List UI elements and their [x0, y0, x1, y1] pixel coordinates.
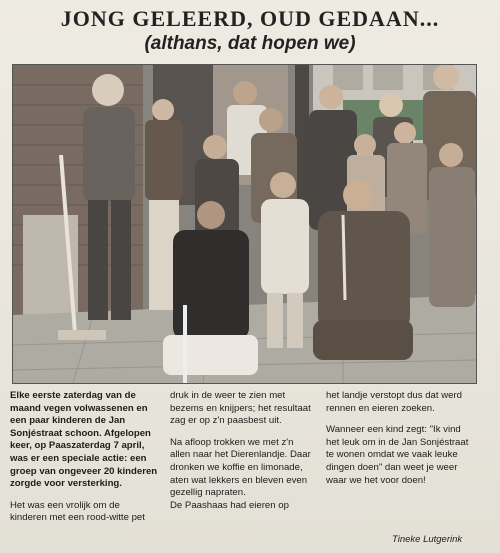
body-paragraph-3-continued: het landje verstopt dus dat werd rennen en eieren zoeken.: [326, 390, 462, 414]
byline: Tineke Lutgerink: [392, 534, 463, 545]
column-2: [170, 390, 315, 521]
headline: JONG GELEERD, OUD GEDAAN...: [60, 6, 440, 31]
intro-paragraph: Elke eerste zaterdag van de maand vegen volwassenen en een paar kinderen de Jan Sonjéstraat schoon. Afgelopen keer, op Paaszaterdag 7 april, was er een speciale actie: een groep van ongeveer 20 kinderen zorgde voor versterking.: [10, 390, 158, 490]
column-3: [326, 390, 476, 496]
column-1: [10, 390, 158, 534]
body-paragraph-3: De Paashaas had eieren op: [170, 499, 289, 511]
body-paragraph-2: Na afloop trokken we met z'n allen naar het Dierenlandje. Daar dronken we koffie en limonade, aten wat lekkers en bleven even gezellig napraten.: [170, 436, 311, 499]
subheadline: (althans, dat hopen we): [144, 33, 356, 54]
group-photo: [12, 64, 477, 384]
body-paragraph-4: Wanneer een kind zegt: "Ik vind het leuk om in de Jan Sonjéstraat te wonen omdat we vaak leuke dingen doen" dan weet je weer waar we het voor doen!: [326, 424, 469, 486]
body-paragraph-1-continued: druk in de weer te zien met bezems en knijpers; het resultaat zag er op z'n paasbest uit.: [170, 390, 311, 427]
body-paragraph-1: Het was een vrolijk om de kinderen met een rood-witte pet: [10, 499, 145, 524]
photo-illustration: [13, 65, 476, 383]
